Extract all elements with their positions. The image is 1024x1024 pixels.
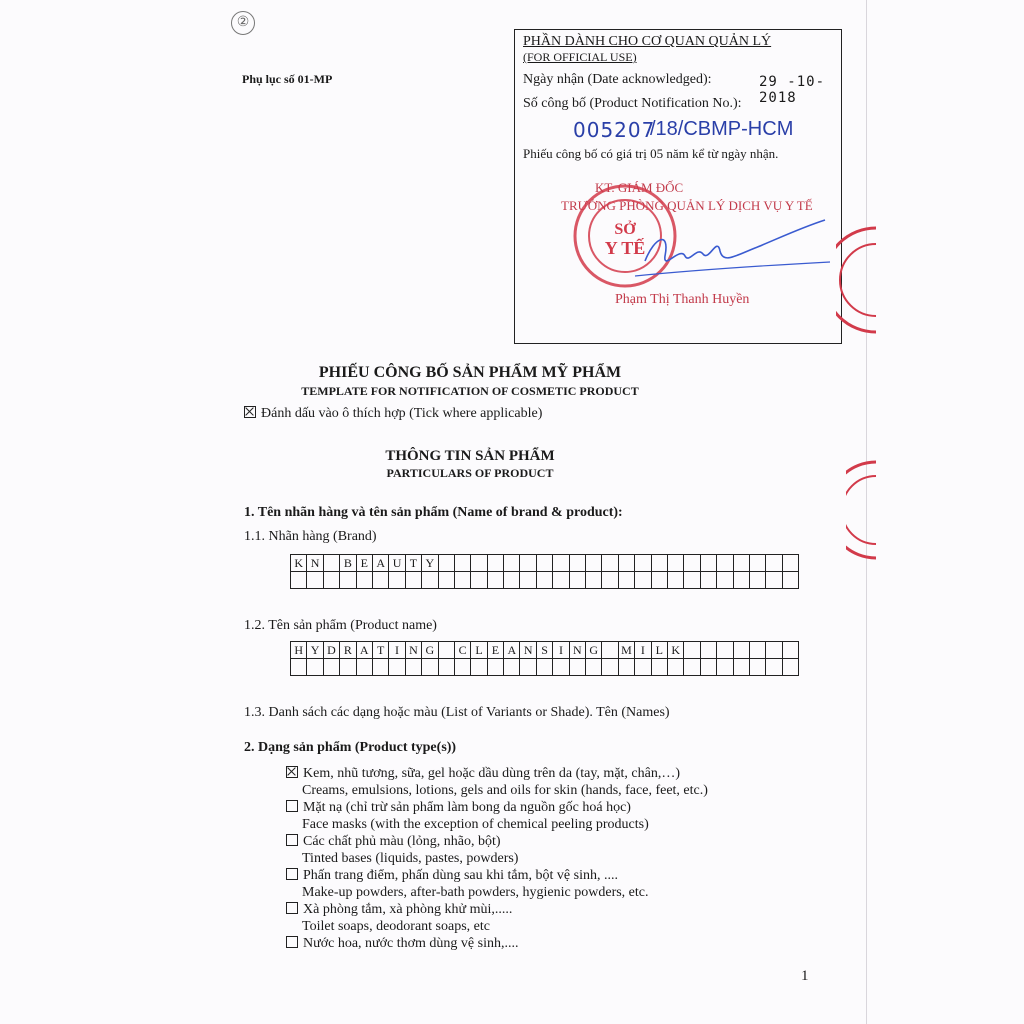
grid-cell (405, 659, 421, 676)
grid-cell (700, 555, 716, 572)
grid-cell (536, 555, 552, 572)
grid-cell (438, 642, 454, 659)
grid-cell (454, 555, 470, 572)
grid-cell (471, 659, 487, 676)
grid-cell (766, 659, 782, 676)
grid-cell (766, 642, 782, 659)
tick-note (244, 406, 542, 422)
product-type-vi: Phấn trang điểm, phấn dùng sau khi tắm, bột vệ sinh, .... (303, 868, 618, 883)
grid-cell (438, 572, 454, 589)
grid-cell (471, 555, 487, 572)
grid-cell (356, 572, 372, 589)
grid-cell (602, 642, 618, 659)
product-type-checkbox (286, 936, 298, 948)
grid-cell (749, 572, 765, 589)
date-acknowledged-value: 29 -10- 2018 (759, 74, 826, 106)
grid-cell (586, 572, 602, 589)
grid-cell (700, 642, 716, 659)
grid-cell (323, 555, 339, 572)
grid-cell (782, 659, 798, 676)
product-type-checkbox (286, 902, 298, 914)
grid-cell: T (405, 555, 421, 572)
grid-cell (733, 642, 749, 659)
notification-no-label: Số công bố (Product Notification No.): (523, 96, 742, 111)
grid-cell: A (504, 642, 520, 659)
grid-cell: B (340, 555, 356, 572)
product-name-grid (290, 641, 799, 676)
grid-cell (520, 572, 536, 589)
grid-cell (618, 572, 634, 589)
grid-cell (635, 659, 651, 676)
notification-no-suffix: /18/CBMP-HCM (650, 118, 794, 140)
grid-cell (700, 572, 716, 589)
tick-example-checkbox (244, 406, 256, 418)
grid-cell (684, 659, 700, 676)
grid-cell: N (307, 555, 323, 572)
grid-cell (618, 555, 634, 572)
brand-grid (290, 554, 799, 589)
grid-cell (487, 659, 503, 676)
section2-heading: 2. Dạng sản phẩm (Product type(s)) (244, 740, 457, 755)
grid-cell (422, 659, 438, 676)
grid-cell (717, 659, 733, 676)
grid-cell: N (520, 642, 536, 659)
product-type-option (286, 901, 512, 935)
product-type-option (286, 799, 649, 833)
product-type-option (286, 833, 518, 867)
grid-cell (667, 572, 683, 589)
grid-cell (733, 555, 749, 572)
product-type-vi: Mặt nạ (chỉ trừ sản phẩm làm bong da nguồn gốc hoá học) (303, 800, 631, 815)
svg-text:Y TẾ: Y TẾ (604, 238, 646, 258)
product-type-option (286, 765, 708, 799)
grid-cell (536, 572, 552, 589)
grid-cell (372, 659, 388, 676)
grid-cell (717, 555, 733, 572)
grid-cell (602, 659, 618, 676)
product-name-label: 1.2. Tên sản phẩm (Product name) (244, 618, 437, 633)
grid-cell (766, 555, 782, 572)
product-type-checkbox (286, 800, 298, 812)
grid-cell (520, 659, 536, 676)
grid-cell: E (356, 555, 372, 572)
particulars-title-en: PARTICULARS OF PRODUCT (386, 466, 554, 480)
grid-cell (618, 659, 634, 676)
grid-cell: Y (422, 555, 438, 572)
grid-cell: N (405, 642, 421, 659)
grid-cell (291, 659, 307, 676)
grid-cell (651, 572, 667, 589)
page-marker: ② (231, 11, 255, 35)
product-type-vi: Nước hoa, nước thơm dùng vệ sinh,.... (303, 936, 519, 951)
grid-cell (291, 572, 307, 589)
grid-cell: L (471, 642, 487, 659)
product-type-en: Tinted bases (liquids, pastes, powders) (302, 851, 519, 866)
grid-cell (569, 572, 585, 589)
grid-cell: U (389, 555, 405, 572)
brand-label: 1.1. Nhãn hàng (Brand) (244, 529, 377, 544)
grid-cell: H (291, 642, 307, 659)
grid-cell (520, 555, 536, 572)
grid-cell (586, 555, 602, 572)
grid-cell: G (422, 642, 438, 659)
product-type-vi: Các chất phủ màu (lỏng, nhão, bột) (303, 834, 501, 849)
grid-cell (733, 572, 749, 589)
grid-cell: T (372, 642, 388, 659)
grid-cell (684, 642, 700, 659)
partial-stamp-icon (836, 226, 876, 336)
grid-cell (553, 659, 569, 676)
grid-cell (684, 572, 700, 589)
grid-cell (307, 659, 323, 676)
grid-cell (438, 659, 454, 676)
grid-cell (569, 659, 585, 676)
notification-no-handwritten: 005207 (573, 118, 656, 142)
grid-cell: A (356, 642, 372, 659)
grid-cell: K (667, 642, 683, 659)
product-type-checkbox (286, 766, 298, 778)
grid-cell: L (651, 642, 667, 659)
grid-cell (307, 572, 323, 589)
grid-cell (405, 572, 421, 589)
product-type-vi: Xà phòng tắm, xà phòng khử mùi,..... (303, 902, 513, 917)
grid-cell (553, 555, 569, 572)
grid-cell: Y (307, 642, 323, 659)
grid-cell (684, 555, 700, 572)
form-title: PHIẾU CÔNG BỐ SẢN PHẨM MỸ PHẨM (318, 364, 622, 381)
grid-cell (504, 572, 520, 589)
form-title-en: TEMPLATE FOR NOTIFICATION OF COSMETIC PRODUCT (301, 384, 639, 398)
grid-cell (340, 659, 356, 676)
product-type-en: Make-up powders, after-bath powders, hygienic powders, etc. (302, 885, 649, 900)
grid-cell (323, 659, 339, 676)
official-use-box (514, 29, 842, 344)
grid-cell (504, 555, 520, 572)
product-type-en: Toilet soaps, deodorant soaps, etc (302, 919, 490, 934)
validity-note: Phiếu công bố có giá trị 05 năm kể từ ngày nhận. (523, 146, 779, 161)
grid-cell: R (340, 642, 356, 659)
grid-cell (667, 555, 683, 572)
official-subtitle: (FOR OFFICIAL USE) (523, 50, 637, 64)
date-acknowledged-label: Ngày nhận (Date acknowledged): (523, 72, 712, 87)
signer-role-1: KT. GIÁM ĐỐC (595, 180, 684, 195)
grid-cell: M (618, 642, 634, 659)
grid-cell: E (487, 642, 503, 659)
signer-name: Phạm Thị Thanh Huyền (615, 292, 750, 307)
grid-cell: I (553, 642, 569, 659)
official-title: PHẦN DÀNH CHO CƠ QUAN QUẢN LÝ (523, 34, 772, 49)
grid-cell: I (635, 642, 651, 659)
grid-cell (356, 659, 372, 676)
section1-heading: 1. Tên nhãn hàng và tên sản phẩm (Name of brand & product): (244, 505, 623, 520)
grid-cell (667, 659, 683, 676)
grid-cell (569, 555, 585, 572)
product-type-en: Creams, emulsions, lotions, gels and oils for skin (hands, face, feet, etc.) (302, 783, 708, 798)
variants-label: 1.3. Danh sách các dạng hoặc màu (List of Variants or Shade). Tên (Names) (244, 705, 670, 720)
grid-cell (635, 555, 651, 572)
grid-cell (487, 572, 503, 589)
product-type-option (286, 935, 518, 952)
product-type-en: Face masks (with the exception of chemical peeling products) (302, 817, 649, 832)
grid-cell (340, 572, 356, 589)
grid-cell (782, 642, 798, 659)
grid-cell: K (291, 555, 307, 572)
grid-cell (422, 572, 438, 589)
grid-cell (602, 555, 618, 572)
grid-cell (651, 555, 667, 572)
grid-cell (389, 572, 405, 589)
grid-cell (782, 555, 798, 572)
appendix-label: Phụ lục số 01-MP (242, 72, 333, 86)
grid-cell (700, 659, 716, 676)
svg-text:SỞ: SỞ (614, 221, 636, 238)
grid-cell (717, 642, 733, 659)
grid-cell (651, 659, 667, 676)
grid-cell (749, 642, 765, 659)
grid-cell (635, 572, 651, 589)
grid-cell: N (569, 642, 585, 659)
grid-cell (749, 555, 765, 572)
grid-cell: D (323, 642, 339, 659)
grid-cell (586, 659, 602, 676)
product-type-checkbox (286, 868, 298, 880)
grid-cell: A (372, 555, 388, 572)
tick-note-text: Đánh dấu vào ô thích hợp (Tick where applicable) (261, 406, 543, 421)
grid-cell (323, 572, 339, 589)
signer-role-2: TRƯỞNG PHÒNG QUẢN LÝ DỊCH VỤ Y TẾ (561, 198, 813, 213)
particulars-title: THÔNG TIN SẢN PHẨM (385, 448, 555, 464)
grid-cell (749, 659, 765, 676)
grid-cell (389, 659, 405, 676)
grid-cell (454, 659, 470, 676)
grid-cell (602, 572, 618, 589)
grid-cell: G (586, 642, 602, 659)
signature-icon (625, 216, 835, 286)
grid-cell (717, 572, 733, 589)
grid-cell (471, 572, 487, 589)
product-type-option (286, 867, 649, 901)
grid-cell (454, 572, 470, 589)
grid-cell: I (389, 642, 405, 659)
grid-cell (553, 572, 569, 589)
grid-cell (766, 572, 782, 589)
grid-cell (438, 555, 454, 572)
grid-cell: C (454, 642, 470, 659)
product-type-vi: Kem, nhũ tương, sữa, gel hoặc dầu dùng trên da (tay, mặt, chân,…) (303, 766, 681, 781)
grid-cell (536, 659, 552, 676)
grid-cell (782, 572, 798, 589)
grid-cell (487, 555, 503, 572)
page-number: 1 (801, 968, 809, 984)
product-type-checkbox (286, 834, 298, 846)
grid-cell: S (536, 642, 552, 659)
grid-cell (733, 659, 749, 676)
grid-cell (372, 572, 388, 589)
grid-cell (504, 659, 520, 676)
